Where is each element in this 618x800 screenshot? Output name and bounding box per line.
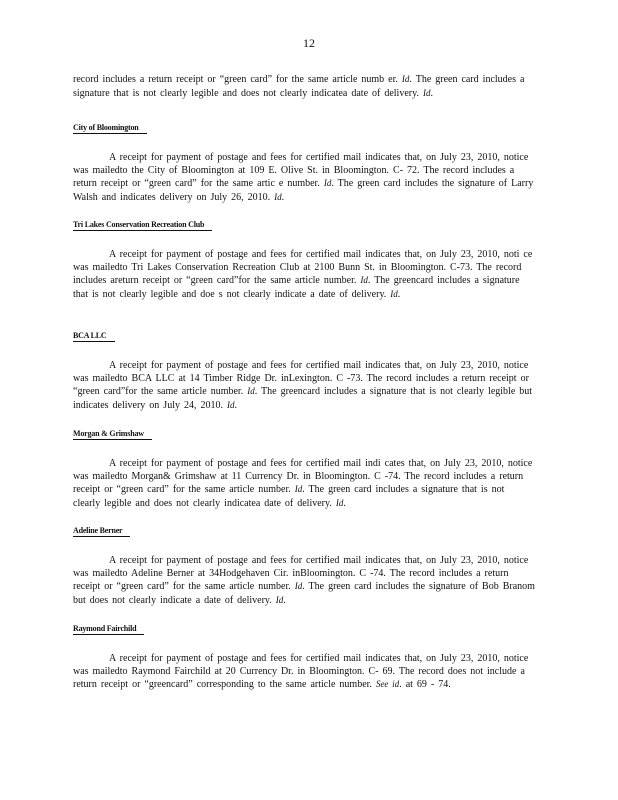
- section-heading: Tri Lakes Conservation Recreation Club: [73, 220, 212, 231]
- citation: Id: [226, 399, 235, 410]
- section-paragraph: A receipt for payment of postage and fees for certified mail indicates that, on July 23, 2010, notice was mailedto BCA LLC at 14 Timber Ridge Dr. inLexington. C -73. The record includes a return receipt or “green card”for the same article number. Id. The greencard includes a signature that is not clearly legible but indicates delivery on July 24, 2010. Id.: [73, 360, 533, 411]
- section-heading: Morgan & Grimshaw: [73, 429, 152, 440]
- section-paragraph: A receipt for payment of postage and fees for certified mail indicates that, on July 23, 2010, notice was mailedto Raymond Fairchild at 20 Currency Dr. in Bloomington. C- 69. The record does not include a return receipt or “greencard” corresponding to the same article number. See id. at 69 - 74.: [73, 653, 529, 690]
- intro-text-1: record includes a return receipt or “green card” for the same article numb er.: [73, 74, 398, 85]
- section-adeline-berner: [73, 520, 535, 607]
- citation: Id: [247, 386, 255, 396]
- page-number: 12: [303, 36, 315, 50]
- section-paragraph: A receipt for payment of postage and fees for certified mail indi cates that, on July 23, 2010, notice was mailedto Morgan& Grimshaw at 11 Currency Dr. in Bloomington. C -74. The record includes a return receipt or “green card” for the same article number. Id. The green card includes a signature that is not clearly legible and does not clearly indicatea date of delivery. Id.: [73, 458, 533, 509]
- section-morgan-grimshaw: [73, 423, 535, 510]
- intro-cite-1: Id: [401, 74, 410, 84]
- intro-text-2: . The green card includes a signature that is not clearly legible and does not clearly indicatea date of delivery.: [73, 74, 525, 99]
- section-paragraph: A receipt for payment of postage and fees for certified mail indicates that, on July 23, 2010, noti ce was mailedto Tri Lakes Conservation Recreation Club at 2100 Bunn St. in Bloomington. C-73. The record includes areturn receipt or “green card”for the same article number. Id. The greencard includes a signature that is not clearly legible and doe s not clearly indicate a date of delivery. Id.: [73, 249, 533, 300]
- citation: Id: [390, 288, 398, 299]
- intro-cite-2: Id: [422, 87, 431, 98]
- section-heading: Adeline Berner: [73, 526, 130, 537]
- intro-paragraph: [73, 73, 535, 100]
- intro-text-3: .: [430, 87, 433, 99]
- citation: Id: [274, 191, 282, 202]
- section-heading: BCA LLC: [73, 331, 115, 342]
- section-raymond-fairchild: [73, 618, 535, 692]
- section-city-of-bloomington: [73, 117, 535, 204]
- section-heading: Raymond Fairchild: [73, 624, 144, 635]
- citation: Id: [275, 594, 284, 605]
- section-paragraph: A receipt for payment of postage and fees for certified mail indicates that, on July 23, 2010, notice was mailedto the City of Bloomington at 109 E. Olive St. in Bloomington. C- 72. The record includes a return receipt or “green card” for the same artic e number. Id. The green card includes the signature of Larry Walsh and indicates delivery on July 26, 2010. Id.: [73, 152, 534, 203]
- citation: Id: [360, 275, 368, 285]
- citation: See id: [375, 679, 400, 689]
- citation: Id: [294, 581, 303, 591]
- section-heading: City of Bloomington: [73, 123, 147, 134]
- section-tri-lakes: [73, 214, 535, 301]
- section-paragraph: A receipt for payment of postage and fees for certified mail indicates that, on July 23, 2010, notice was mailedto Adeline Berner at 34Hodgehaven Cir. inBloomington. C -74. The record includes a return receipt or “green card” for the same article number. Id. The green card includes the signature of Bob Branom but does not clearly indicate a date of delivery. Id.: [73, 555, 535, 606]
- citation: Id: [335, 497, 344, 508]
- citation: Id: [323, 178, 332, 188]
- citation: Id: [294, 484, 303, 494]
- section-bca-llc: [73, 325, 535, 412]
